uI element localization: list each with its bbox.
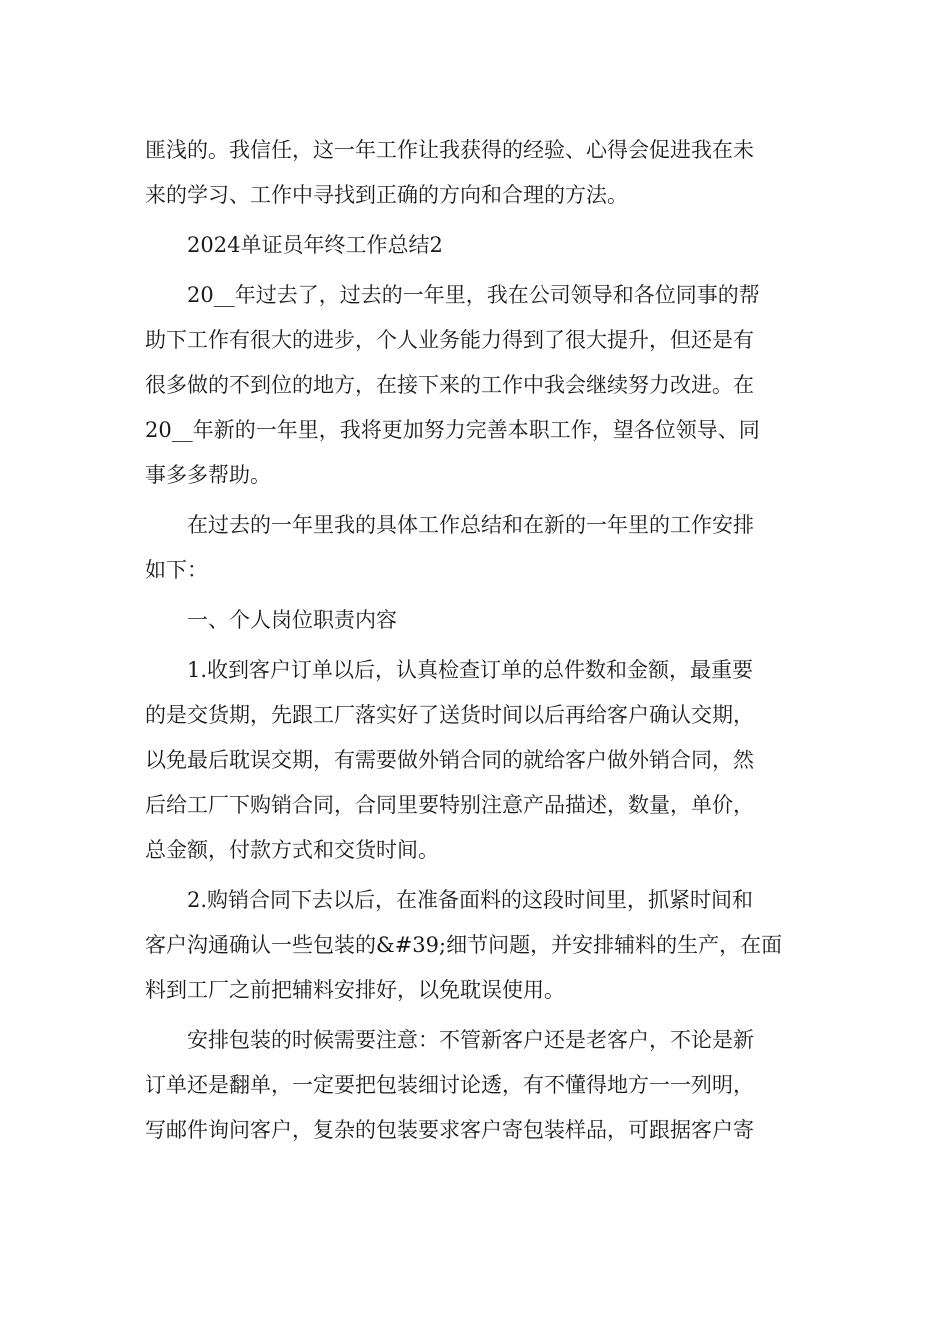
paragraph-intro <box>145 273 810 498</box>
text-line: 写邮件询问客户，复杂的包装要求客户寄包装样品，可跟据客户寄 <box>145 1118 754 1142</box>
text-line: 的是交货期，先跟工厂落实好了送货时间以后再给客户确认交期， <box>145 703 754 727</box>
text-line: 后给工厂下购销合同，合同里要特别注意产品描述，数量，单价， <box>145 793 754 817</box>
text-line: 在过去的一年里我的具体工作总结和在新的一年里的工作安排 <box>187 513 754 537</box>
text-line: 客户沟通确认一些包装的&#39;细节问题，并安排辅料的生产，在面 <box>145 933 783 957</box>
text-line: 20__年新的一年里，我将更加努力完善本职工作，望各位领导、同 <box>145 418 760 442</box>
text-line: 来的学习、工作中寻找到正确的方向和合理的方法。 <box>145 183 628 207</box>
text-line: 以免最后耽误交期，有需要做外销合同的就给客户做外销合同，然 <box>145 748 754 772</box>
heading-line: 一、个人岗位职责内容 <box>187 608 397 632</box>
text-line: 事多多帮助。 <box>145 463 271 487</box>
text-line: 订单还是翻单，一定要把包装细讨论透，有不懂得地方一一列明， <box>145 1073 754 1097</box>
text-line: 匪浅的。我信任，这一年工作让我获得的经验、心得会促进我在未 <box>145 138 754 162</box>
text-line: 料到工厂之前把辅料安排好，以免耽误使用。 <box>145 978 565 1002</box>
text-line: 安排包装的时候需要注意：不管新客户还是老客户，不论是新 <box>187 1028 754 1052</box>
title-line: 2024单证员年终工作总结2 <box>187 233 443 257</box>
paragraph-continuation <box>145 128 810 218</box>
text-line: 2.购销合同下去以后，在准备面料的这段时间里，抓紧时间和 <box>187 888 754 912</box>
text-line: 很多做的不到位的地方，在接下来的工作中我会继续努力改进。在 <box>145 373 754 397</box>
text-line: 助下工作有很大的进步，个人业务能力得到了很大提升，但还是有 <box>145 328 754 352</box>
text-line: 20__年过去了，过去的一年里，我在公司领导和各位同事的帮 <box>187 283 760 307</box>
paragraph-item-2 <box>145 878 810 1013</box>
text-line: 总金额，付款方式和交货时间。 <box>145 838 439 862</box>
paragraph-packaging <box>145 1018 810 1153</box>
text-line: 如下： <box>145 558 208 582</box>
paragraph-item-1 <box>145 648 810 873</box>
section-heading-duties <box>145 598 810 643</box>
document-body <box>145 128 810 1158</box>
text-line: 1.收到客户订单以后，认真检查订单的总件数和金额，最重要 <box>187 658 754 682</box>
paragraph-summary-lead <box>145 503 810 593</box>
section-title <box>145 223 810 268</box>
